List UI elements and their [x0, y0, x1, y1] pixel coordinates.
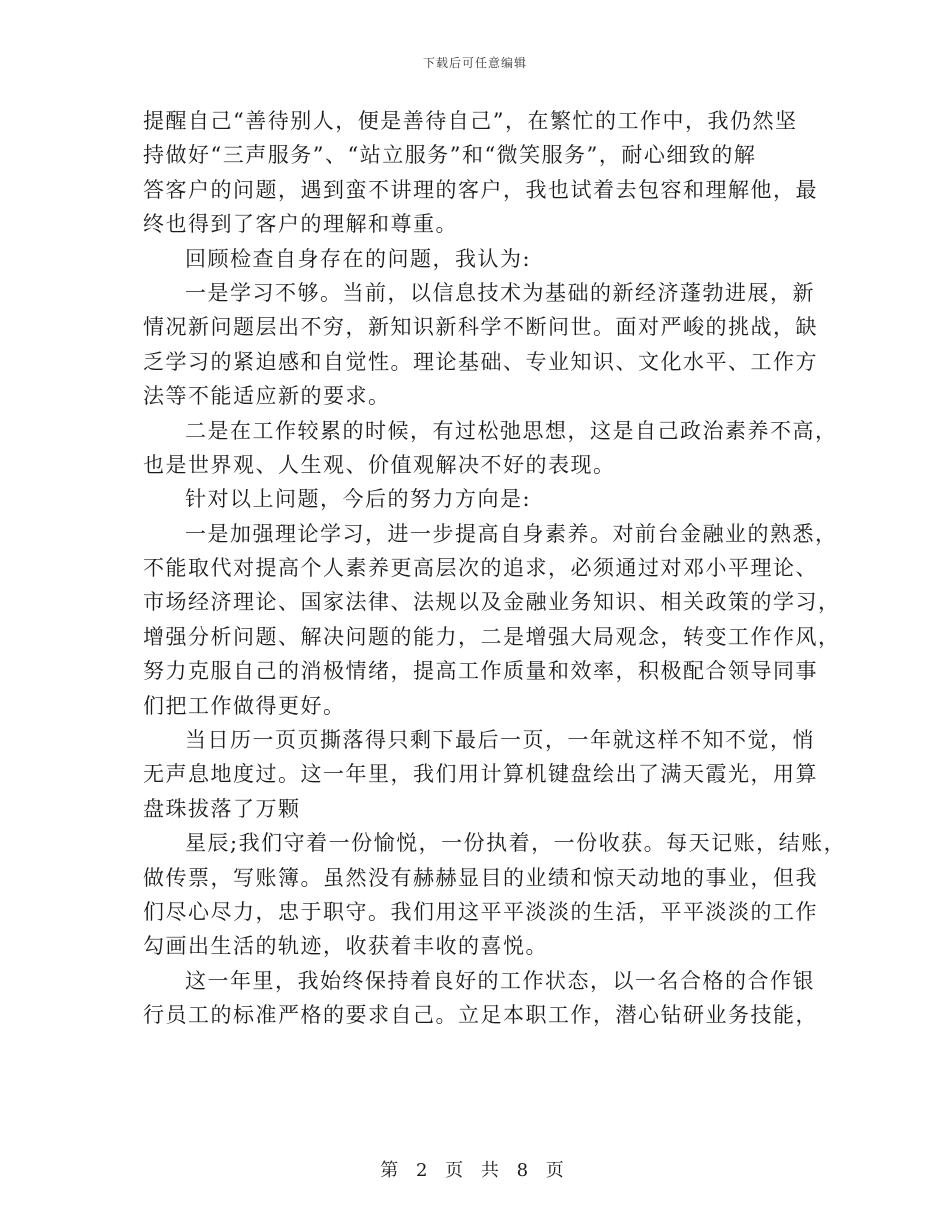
body-line: 一是学习不够。当前，以信息技术为基础的新经济蓬勃进展，新	[185, 280, 815, 305]
body-line: 针对以上问题，今后的努力方向是:	[185, 487, 532, 512]
body-line: 持做好“三声服务”、“站立服务”和“微笑服务”，耐心细致的解	[143, 143, 757, 168]
body-line: 二是在工作较累的时候，有过松弛思想，这是自己政治素养不高，	[185, 418, 838, 443]
body-line: 市场经济理论、国家法律、法规以及金融业务知识、相关政策的学习，	[143, 590, 841, 615]
body-line: 行员工的标准严格的要求自己。立足本职工作，潜心钻研业务技能，	[143, 1003, 818, 1028]
body-line: 努力克服自己的消极情绪，提高工作质量和效率，积极配合领导同事	[143, 659, 818, 684]
body-line: 当日历一页页撕落得只剩下最后一页，一年就这样不知不觉，悄	[185, 728, 815, 753]
document-body	[143, 104, 847, 1033]
body-line: 做传票，写账簿。虽然没有赫赫显目的业绩和惊天动地的事业，但我	[143, 865, 818, 890]
body-line: 增强分析问题、解决问题的能力，二是增强大局观念，转变工作作风，	[143, 624, 841, 649]
body-line: 无声息地度过。这一年里，我们用计算机键盘绘出了满天霞光，用算	[143, 762, 818, 787]
body-line: 盘珠拔落了万颗	[143, 796, 301, 821]
body-line: 情况新问题层出不穷，新知识新科学不断问世。面对严峻的挑战，缺	[143, 315, 818, 340]
body-line: 们把工作做得更好。	[143, 693, 346, 718]
body-line: 乏学习的紧迫感和自觉性。理论基础、专业知识、文化水平、工作方	[143, 349, 818, 374]
body-line: 这一年里，我始终保持着良好的工作状态，以一名合格的合作银	[185, 968, 815, 993]
body-line: 回顾检查自身存在的问题，我认为:	[185, 246, 532, 271]
body-line: 也是世界观、人生观、价值观解决不好的表现。	[143, 452, 616, 477]
body-line: 答客户的问题，遇到蛮不讲理的客户，我也试着去包容和理解他，最	[143, 177, 818, 202]
body-line: 终也得到了客户的理解和尊重。	[143, 212, 458, 237]
body-line: 们尽心尽力，忠于职守。我们用这平平淡淡的生活，平平淡淡的工作	[143, 899, 818, 924]
body-line: 不能取代对提高个人素养更高层次的追求，必须通过对邓小平理论、	[143, 556, 818, 581]
page-header: 下载后可任意编辑	[422, 56, 527, 70]
body-line: 提醒自己“善待别人，便是善待自己”，在繁忙的工作中，我仍然坚	[143, 109, 798, 133]
body-line: 法等不能适应新的要求。	[143, 384, 391, 409]
body-line: 一是加强理论学习，进一步提高自身素养。对前台金融业的熟悉，	[185, 521, 838, 546]
page-number: 第 2 页 共 8 页	[380, 1160, 570, 1181]
body-line: 勾画出生活的轨迹，收获着丰收的喜悦。	[143, 934, 548, 959]
body-line: 星辰;我们守着一份愉悦，一份执着，一份收获。每天记账，结账，	[185, 831, 847, 856]
